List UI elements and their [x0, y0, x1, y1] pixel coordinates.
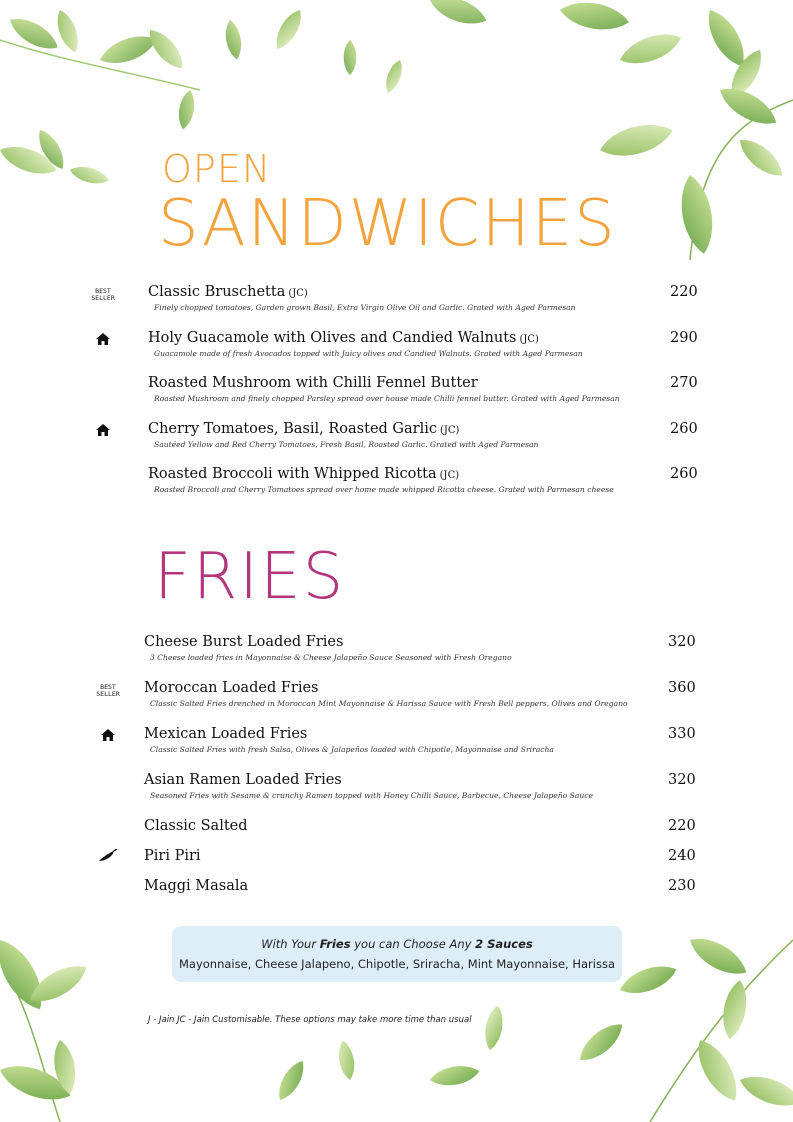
- menu-item-title: Classic Salted: [144, 818, 248, 834]
- menu-item-text: [144, 634, 512, 662]
- menu-item-name: [148, 421, 538, 437]
- menu-item-description: 3 Cheese loaded fries in Mayonnaise & Cheese Jalapeño Sauce Seasoned with Fresh Oregano: [150, 653, 512, 662]
- menu-item-price: 230: [668, 878, 696, 894]
- menu-item-text: [148, 466, 614, 494]
- menu-item-name: [144, 818, 248, 834]
- menu-item-price: 320: [668, 634, 696, 650]
- menu-item-name: [144, 772, 593, 788]
- menu-item-price: 240: [668, 848, 696, 864]
- menu-item-title: Roasted Mushroom with Chilli Fennel Butter: [148, 375, 478, 391]
- menu-item-text: [144, 878, 248, 894]
- menu-item-price: 320: [668, 772, 696, 788]
- menu-item-text: [144, 680, 628, 708]
- menu-item-text: [148, 284, 576, 312]
- menu-item-text: [148, 375, 620, 403]
- sauce-text-fries: Fries: [319, 937, 351, 951]
- menu-item-name: [148, 375, 620, 391]
- best-seller-badge: BEST SELLER: [96, 683, 120, 698]
- sauce-text: With Your: [261, 937, 320, 951]
- menu-item-text: [144, 848, 201, 864]
- sauce-text-count: 2 Sauces: [475, 937, 533, 951]
- menu-item-name: [148, 284, 576, 300]
- menu-item-description: Roasted Broccoli and Cherry Tomatoes spread over home made whipped Ricotta cheese. Grated with Parmesan cheese: [154, 485, 614, 494]
- menu-item-title: Moroccan Loaded Fries: [144, 680, 319, 696]
- jain-tag: (JC): [439, 470, 460, 481]
- menu-item-title: Cheese Burst Loaded Fries: [144, 634, 344, 650]
- menu-item-title: Maggi Masala: [144, 878, 249, 894]
- menu-item-description: Classic Salted Fries drenched in Moroccan Mint Mayonnaise & Harissa Sauce with Fresh Bell peppers, Olives and Oregano: [150, 699, 628, 708]
- menu-item-text: [144, 726, 554, 754]
- heading-sandwiches: SANDWICHES: [158, 187, 617, 261]
- menu-item-name: [144, 878, 248, 894]
- menu-item-title: Classic Bruschetta: [148, 284, 286, 300]
- menu-item-price: 220: [668, 818, 696, 834]
- jain-tag: (JC): [288, 288, 308, 299]
- sauce-info-box: [172, 926, 622, 982]
- menu-item-name: [144, 680, 628, 696]
- menu-item-name: [148, 466, 614, 482]
- menu-item-badge: [83, 848, 133, 867]
- menu-item-text: [144, 818, 248, 834]
- menu-item-price: 260: [670, 466, 698, 482]
- house-icon: [96, 421, 110, 433]
- sauce-options: Mayonnaise, Cheese Jalapeno, Chipotle, Sriracha, Mint Mayonnaise, Harissa: [178, 957, 616, 971]
- menu-item-description: Seasoned Fries with Sesame & crunchy Ramen topped with Honey Chilli Sauce, Barbecue, Cheese Jalapeño Sauce: [150, 791, 593, 800]
- jain-tag: (JC): [519, 333, 539, 345]
- menu-item-title: Cherry Tomatoes, Basil, Roasted Garlic: [148, 420, 437, 437]
- menu-item-badge: [83, 680, 133, 700]
- menu-item-badge: [78, 284, 128, 304]
- menu-item-name: [144, 634, 512, 650]
- menu-item-title: Holy Guacamole with Olives and Candied Walnuts: [148, 329, 517, 346]
- menu-item-text: [148, 330, 583, 358]
- menu-item-description: Sautéed Yellow and Red Cherry Tomatoes, Fresh Basil, Roasted Garlic. Grated with Aged Parmesan: [154, 439, 539, 449]
- menu-item-text: [148, 421, 538, 449]
- heading-fries: FRIES: [154, 540, 346, 614]
- house-icon: [96, 330, 110, 342]
- menu-item-name: [144, 726, 554, 742]
- best-seller-badge: BEST SELLER: [91, 287, 115, 302]
- menu-item-title: Mexican Loaded Fries: [144, 726, 308, 742]
- sauce-line-1: [172, 937, 622, 951]
- menu-item-title: Asian Ramen Loaded Fries: [144, 772, 342, 788]
- menu-item-description: Finely chopped tomatoes, Garden grown Basil, Extra Virgin Olive Oil and Garlic. Grated with Aged Parmesan: [154, 303, 576, 312]
- menu-item-price: 360: [668, 680, 696, 696]
- menu-item-name: [148, 330, 583, 346]
- sauce-text: you can Choose Any: [350, 937, 476, 951]
- menu-item-price: 220: [670, 284, 698, 300]
- menu-item-price: 270: [670, 375, 698, 391]
- heading-open: OPEN: [162, 147, 272, 191]
- footnote: J - Jain JC - Jain Customisable. These options may take more time than usual: [148, 1015, 472, 1025]
- menu-item-price: 260: [670, 420, 698, 437]
- menu-item-title: Piri Piri: [144, 848, 201, 864]
- menu-item-name: [144, 848, 201, 864]
- jain-tag: (JC): [439, 424, 460, 436]
- menu-item-badge: [83, 726, 133, 745]
- menu-item-description: Roasted Mushroom and finely chopped Parsley spread over house made Chilli fennel butter. Grated with Aged Parmesan: [154, 394, 620, 403]
- chilli-icon: [98, 848, 118, 862]
- menu-item-badge: [78, 421, 128, 440]
- menu-item-description: Guacamole made of fresh Avocados topped with Juicy olives and Candied Walnuts. Grated with Aged Parmesan: [154, 348, 583, 358]
- menu-item-price: 290: [670, 329, 698, 346]
- menu-item-title: Roasted Broccoli with Whipped Ricotta: [148, 466, 437, 482]
- house-icon: [101, 726, 115, 738]
- menu-item-text: [144, 772, 593, 800]
- menu-item-badge: [78, 330, 128, 349]
- menu-item-description: Classic Salted Fries with fresh Salsa, Olives & Jalapeños loaded with Chipotle, Mayonnaise and Sriracha: [150, 745, 554, 754]
- menu-item-price: 330: [668, 726, 696, 742]
